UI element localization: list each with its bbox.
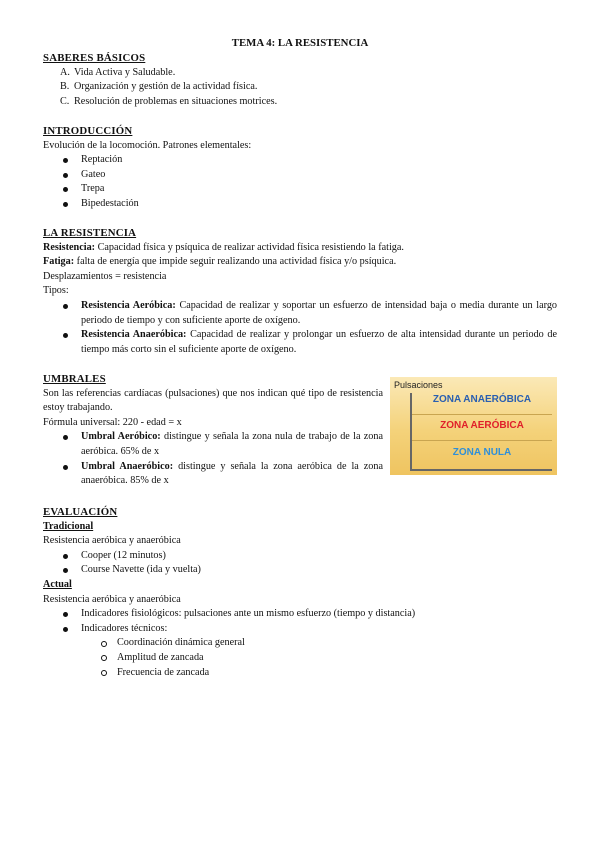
x-axis [410,469,552,471]
list-item: Amplitud de zancada [43,651,557,666]
zone-divider [412,414,552,415]
section-heading: SABERES BÁSICOS [43,52,146,64]
definition-fatiga [43,255,557,270]
list-item: Frecuencia de zancada [43,666,557,681]
section-evaluacion [43,505,557,680]
umbrales-list [43,430,383,488]
saberes-list [43,66,557,110]
list-marker: B. [60,81,70,93]
zone-nula-label: ZONA NULA [452,447,512,458]
list-item: Indicadores técnicos: [43,622,557,637]
section-heading: EVALUACIÓN [43,506,118,518]
term: Resistencia Aeróbica: [81,299,176,311]
list-item [43,66,557,81]
section-resistencia [43,226,557,357]
term: Fatiga: [43,256,75,268]
tecnicos-sublist [43,636,557,680]
umbrales-paragraph: Son las referencias cardíacas (pulsaciones) que nos indican qué tipo de resistencia estoy trabajando. [43,387,383,414]
list-item [43,430,383,459]
list-item: Bipedestación [43,197,557,212]
intro-line: Evolución de la locomoción. Patrones elementales: [43,139,252,151]
term: Umbral Aeróbico: [81,431,161,443]
list-item [43,299,557,328]
tipos-list [43,299,557,357]
text-line: Resistencia aeróbica y anaeróbica [43,593,181,605]
list-marker: A. [60,66,70,78]
formula-line: Fórmula universal: 220 - edad = x [43,416,182,428]
list-item: Gateo [43,168,557,183]
list-item [43,460,383,489]
section-heading: UMBRALES [43,373,106,385]
actual-list [43,607,557,636]
section-umbrales [43,372,383,489]
figure-title: Pulsaciones [394,380,443,390]
zone-aerobica-label: ZONA AERÓBICA [440,420,524,431]
list-item: Trepa [43,182,557,197]
zone-anaerobica-label: ZONA ANAERÓBICA [432,394,532,405]
section-saberes [43,51,557,109]
list-text: Organización y gestión de la actividad física. [74,81,258,93]
tradicional-list [43,549,557,578]
definition-text: Capacidad física y psíquica de realizar actividad física resistiendo la fatiga. [95,241,404,253]
subheading-tradicional: Tradicional [43,520,94,532]
list-item [43,95,557,110]
list-text: Resolución de problemas en situaciones motrices. [74,95,278,107]
subheading-actual: Actual [43,578,72,590]
list-item [43,328,557,357]
section-heading: INTRODUCCIÓN [43,125,133,137]
section-heading: LA RESISTENCIA [43,227,137,239]
zone-divider [412,440,552,441]
term: Resistencia Anaeróbica: [81,329,187,341]
definition-text: falta de energía que impide seguir realizando una actividad física y/o psíquica. [74,256,397,268]
list-item: Indicadores fisiológicos: pulsaciones ante un mismo esfuerzo (tiempo y distancia) [43,607,557,622]
text-line: Resistencia aeróbica y anaeróbica [43,535,181,547]
definition-text: Capacidad de realizar y prolongar un esfuerzo de alta intensidad durante un periodo de tiempo más corto sin el suficiente aporte de oxígeno. [81,329,557,355]
pulsaciones-zones-figure [390,377,557,475]
page-title: TEMA 4: LA RESISTENCIA [231,37,369,49]
list-item: Coordinación dinámica general [43,636,557,651]
definition-text: distingue y señala la zona aeróbica de la zona anaeróbica. 85% de x [81,460,383,487]
list-item [43,80,557,95]
definition-text: Capacidad de realizar y soportar un esfuerzo de intensidad baja o media durante un largo periodo de tiempo y con suficiente aporte de oxígeno. [81,299,558,326]
list-text: Vida Activa y Saludable. [74,66,176,78]
definition-text: distingue y señala la zona nula de trabajo de la zona aeróbica. 65% de x [81,431,383,457]
list-item: Reptación [43,153,557,168]
list-item: Course Navette (ida y vuelta) [43,563,557,578]
term: Umbral Anaeróbico: [81,460,174,472]
section-introduccion [43,124,557,212]
definition-resistencia [43,241,557,256]
list-marker: C. [60,95,70,107]
intro-list [43,153,557,211]
term: Resistencia: [43,241,96,253]
text-line: Desplazamientos = resistencia [43,270,167,282]
list-item: Cooper (12 minutos) [43,549,557,564]
text-line: Tipos: [43,285,69,297]
